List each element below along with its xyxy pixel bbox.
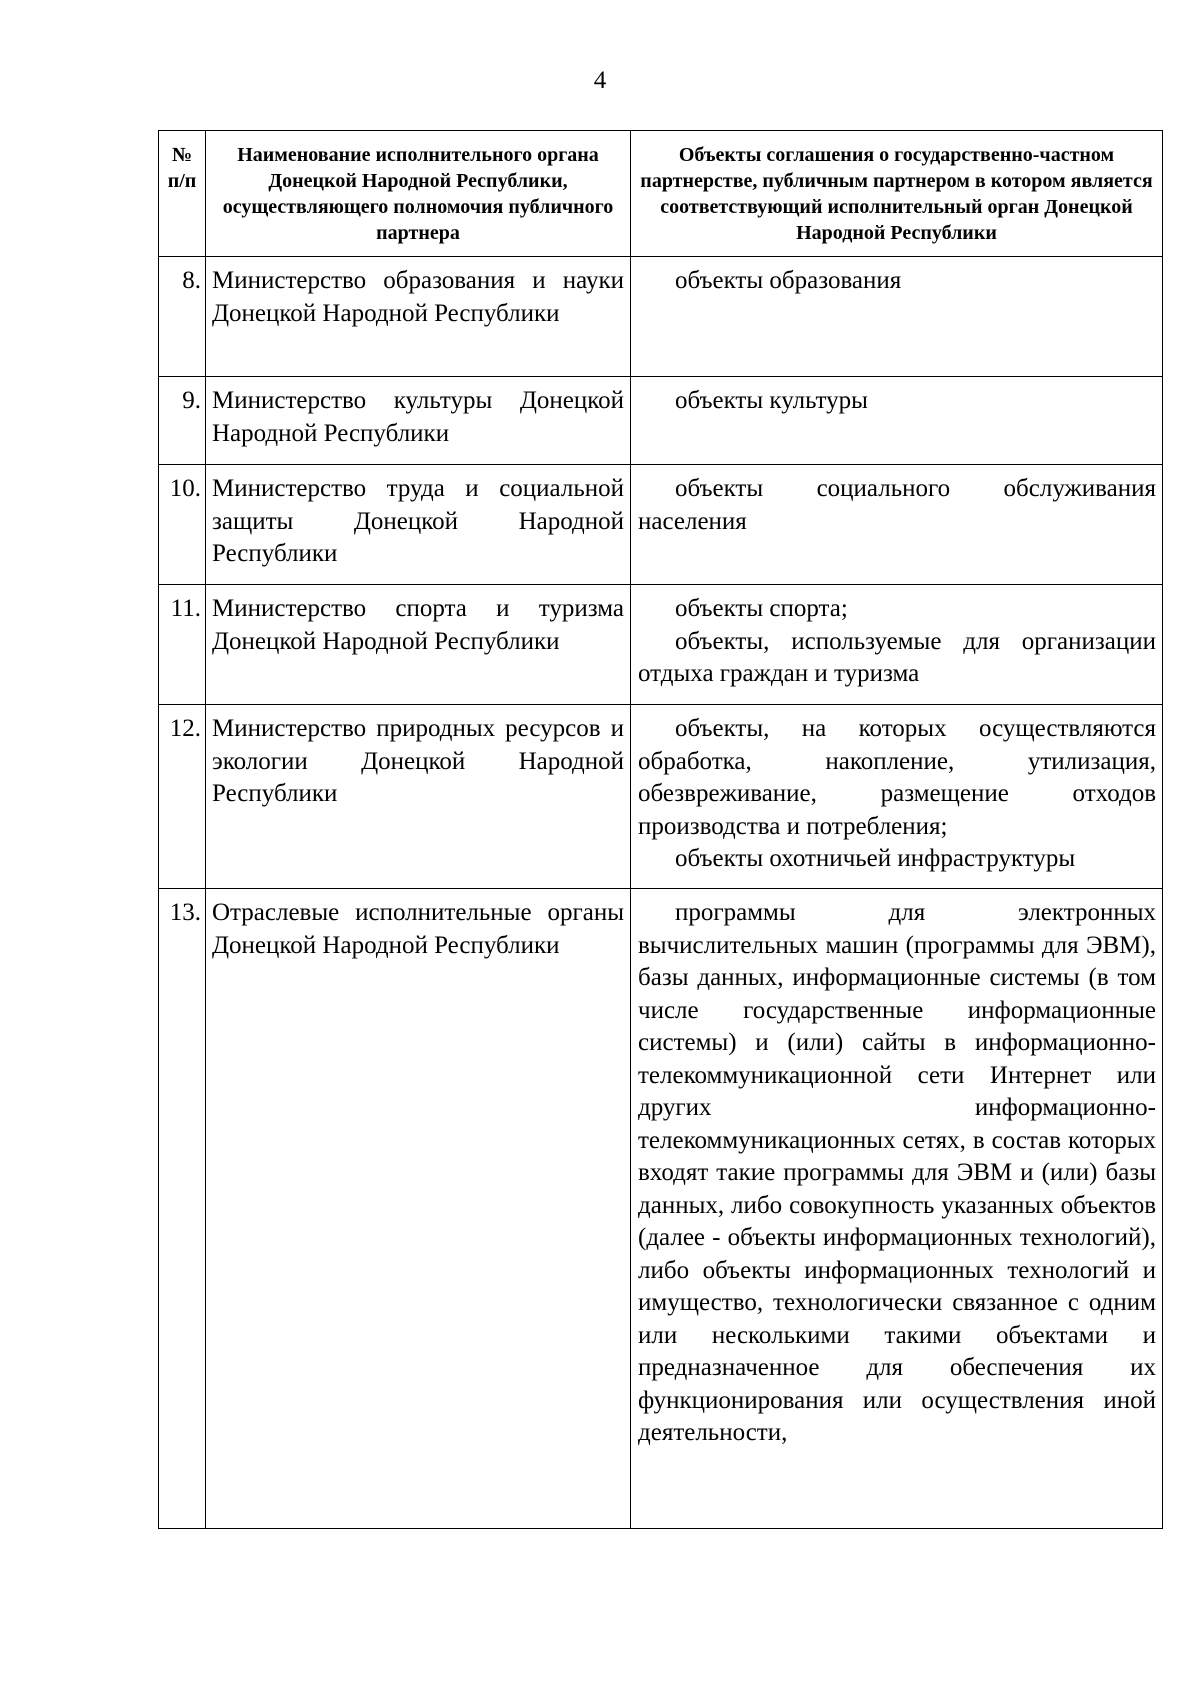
row-number: 8. — [159, 257, 206, 377]
table-header-row — [159, 131, 1163, 257]
table-row — [159, 257, 1163, 377]
organ-name — [206, 705, 631, 889]
objects-paragraph: объекты, на которых осуществляются обработка, накопление, утилизация, обезвреживание, размещение отходов производства и потребления; — [638, 715, 1156, 840]
partnership-table — [158, 130, 1163, 1529]
objects-cell — [631, 585, 1163, 705]
row-number: 11. — [159, 585, 206, 705]
objects-paragraph: объекты культуры — [675, 387, 868, 414]
table-row — [159, 705, 1163, 889]
objects-cell — [631, 257, 1163, 377]
objects-paragraph: объекты охотничьей инфраструктуры — [675, 845, 1076, 872]
organ-name-text: Министерство культуры Донецкой Народной Республики — [212, 387, 624, 447]
organ-name — [206, 377, 631, 465]
header-num — [159, 131, 206, 257]
objects-cell — [631, 377, 1163, 465]
objects-paragraph: программы для электронных вычислительных машин (программы для ЭВМ), базы данных, информационные системы (в том числе государственные информационные системы) и (или) сайты в информационно-телекоммуникационной сети Интернет или других информационно-телекоммуникационных сетях, в состав которых входят такие программы для ЭВМ и (или) базы данных, либо совокупность указанных объектов (далее - объекты информационных технологий), либо объекты информационных технологий и имущество, технологически связанное с одним или несколькими такими объектами и предназначенное для обеспечения их функционирования или осуществления иной деятельности, — [638, 899, 1156, 1446]
organ-name-text: Министерство образования и науки Донецкой Народной Республики — [212, 267, 624, 327]
organ-name-text: Министерство спорта и туризма Донецкой Народной Республики — [212, 595, 624, 655]
objects-cell — [631, 465, 1163, 585]
organ-name — [206, 257, 631, 377]
organ-name — [206, 465, 631, 585]
organ-name-text: Министерство природных ресурсов и экологии Донецкой Народной Республики — [212, 715, 624, 807]
header-organ — [206, 131, 631, 257]
objects-paragraph: объекты социального обслуживания населения — [638, 475, 1156, 535]
row-number: 10. — [159, 465, 206, 585]
objects-paragraph: объекты, используемые для организации отдыха граждан и туризма — [638, 627, 1156, 687]
objects-cell — [631, 889, 1163, 1529]
table-row — [159, 585, 1163, 705]
row-number: 9. — [159, 377, 206, 465]
table-row — [159, 465, 1163, 585]
organ-name — [206, 889, 631, 1529]
header-organ-label: Наименование исполнительного органа Донецкой Народной Республики, осуществляющего полномочия публичного партнера — [222, 144, 614, 244]
objects-paragraph: объекты спорта; — [675, 595, 848, 622]
header-num-label: № п/п — [167, 144, 197, 192]
organ-name-text: Отраслевые исполнительные органы Донецкой Народной Республики — [212, 899, 624, 959]
page-number: 4 — [593, 67, 607, 94]
organ-name-text: Министерство труда и социальной защиты Донецкой Народной Республики — [212, 475, 624, 567]
table-row — [159, 889, 1163, 1529]
table-row — [159, 377, 1163, 465]
objects-cell — [631, 705, 1163, 889]
objects-paragraph: объекты образования — [675, 267, 902, 294]
row-number: 13. — [159, 889, 206, 1529]
organ-name — [206, 585, 631, 705]
row-number: 12. — [159, 705, 206, 889]
header-objects-label: Объекты соглашения о государственно-частном партнерстве, публичным партнером в котором является соответствующий исполнительный орган Донецкой Народной Республики — [640, 144, 1153, 244]
header-objects — [631, 131, 1163, 257]
